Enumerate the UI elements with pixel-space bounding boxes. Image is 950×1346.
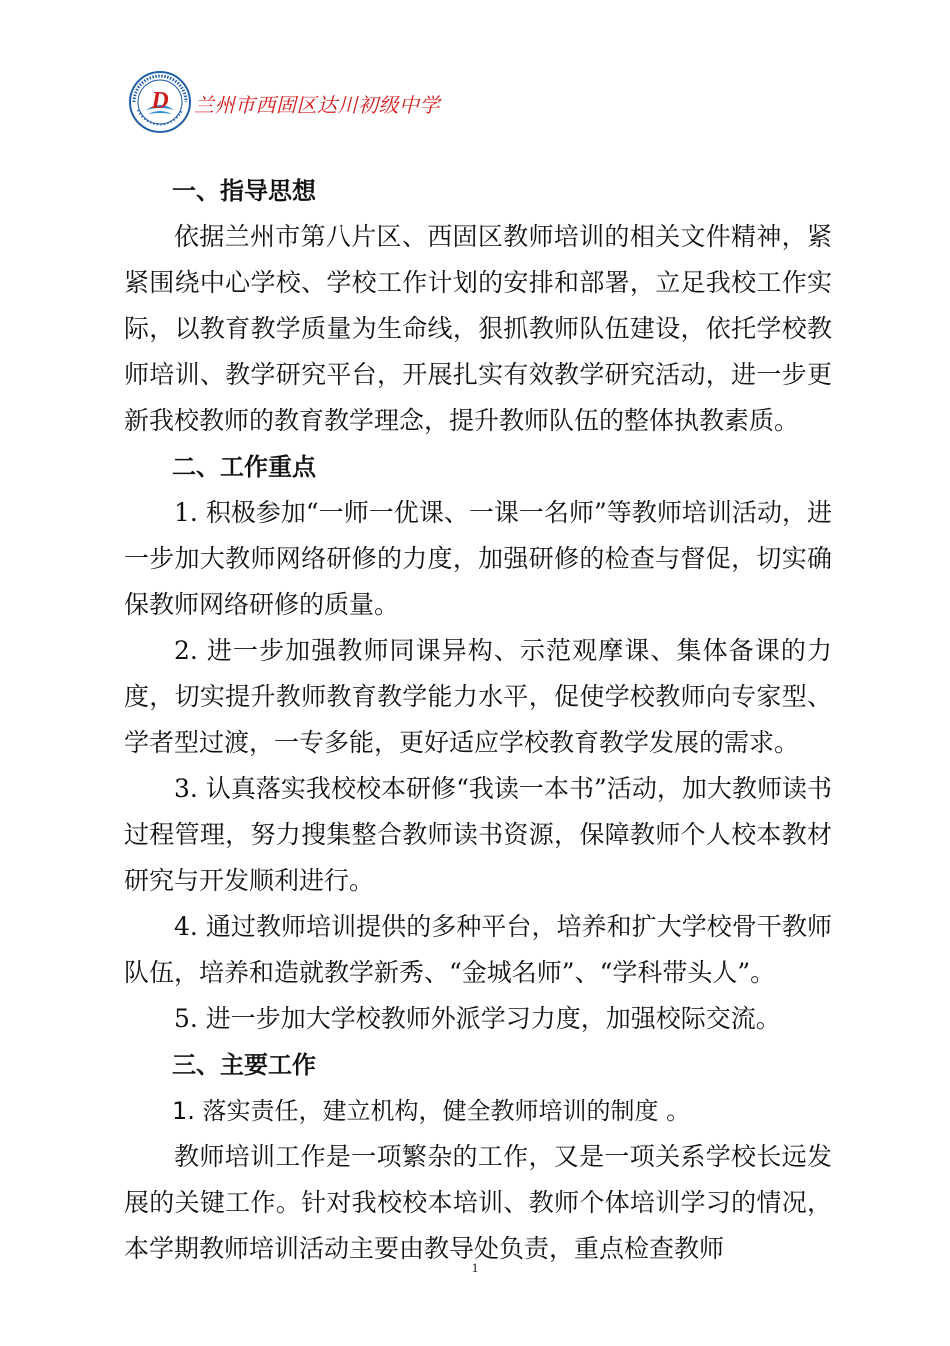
- paragraph-focus-2: 2. 进一步加强教师同课异构、示范观摩课、集体备课的力度，切实提升教师教育教学能力水平，促使学校教师向专家型、学者型过渡，一专多能，更好适应学校教育教学发展的需求。: [124, 636, 832, 757]
- section-heading-guiding-ideology: 一、指导思想: [172, 177, 316, 205]
- logo-letter: D: [151, 88, 169, 114]
- school-name: 兰州市西固区达川初级中学: [194, 92, 440, 117]
- paragraph-guiding-ideology: 依据兰州市第八片区、西固区教师培训的相关文件精神，紧紧围绕中心学校、学校工作计划的安排和部署，立足我校工作实际，以教育教学质量为生命线，狠抓教师队伍建设，依托学校教师培训、教学研究平台，开展扎实有效教学研究活动，进一步更新我校教师的教育教学理念，提升教师队伍的整体执教素质。: [124, 222, 832, 435]
- paragraph-main-work-1: 教师培训工作是一项繁杂的工作，又是一项关系学校长远发展的关键工作。针对我校校本培训、教师个体培训学习的情况，本学期教师培训活动主要由教导处负责，重点检查教师: [124, 1142, 832, 1263]
- school-logo-icon: [128, 70, 192, 134]
- paragraph-focus-1: 1. 积极参加“一师一优课、一课一名师”等教师培训活动，进一步加大教师网络研修的力度，加强研修的检查与督促，切实确保教师网络研修的质量。: [124, 498, 832, 619]
- document-body: [124, 168, 832, 1272]
- page-header: [128, 70, 440, 134]
- paragraph-focus-3: 3. 认真落实我校校本研修“我读一本书”活动，加大教师读书过程管理，努力搜集整合教师读书资源，保障教师个人校本教材研究与开发顺利进行。: [124, 774, 832, 895]
- section-heading-main-work: 三、主要工作: [172, 1051, 316, 1079]
- main-work-item-title: 1. 落实责任，建立机构，健全教师培训的制度 。: [172, 1097, 691, 1125]
- section-heading-work-focus: 二、工作重点: [172, 453, 316, 481]
- paragraph-focus-5: 5. 进一步加大学校教师外派学习力度，加强校际交流。: [174, 1004, 781, 1033]
- paragraph-focus-4: 4. 通过教师培训提供的多种平台，培养和扩大学校骨干教师队伍，培养和造就教学新秀、“金城名师”、“学科带头人”。: [124, 912, 832, 987]
- page-number: 1: [471, 1260, 479, 1275]
